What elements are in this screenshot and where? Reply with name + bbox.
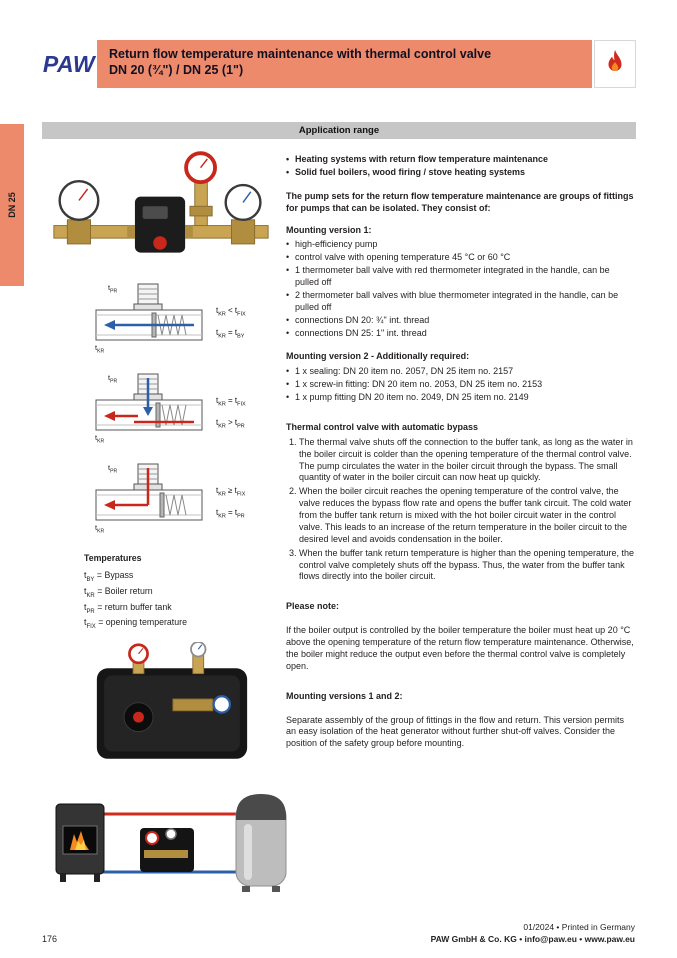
pump-group-photo [50, 150, 272, 278]
thermometer-icon [191, 642, 205, 656]
port-label-left: $t_{KR}$ [95, 523, 105, 535]
text-column [286, 154, 636, 760]
list-item: • high-efficiency pump [286, 239, 636, 251]
valve-state-row-1 [94, 282, 282, 364]
list-item: • connections DN 25: 1" int. thread [286, 328, 636, 340]
valve-diagram-1 [94, 282, 204, 364]
thermal-valve-steps [286, 437, 636, 584]
figures-column [42, 146, 282, 898]
port-label-top: $t_{PR}$ [108, 373, 118, 385]
solid-fuel-badge [594, 40, 636, 88]
paw-logo-text: PAW [42, 50, 96, 77]
insulated-pump-group-photo [86, 642, 258, 766]
list-item: • Heating systems with return flow temperature maintenance [286, 154, 636, 166]
list-item: • 1 x sealing: DN 20 item no. 2057, DN 25 item no. 2157 [286, 366, 636, 378]
footer-info [431, 922, 635, 946]
legend-item: $t_{KR}$ = Boiler return [84, 585, 153, 599]
valve-state-row-2 [94, 372, 282, 454]
mounting-v1-list [286, 239, 636, 339]
condition-text: $t_{KR} = t_{BY}$ [216, 328, 245, 340]
list-item: • Solid fuel boilers, wood firing / stove heating systems [286, 167, 636, 179]
condition-text: $t_{KR} > t_{PR}$ [216, 418, 245, 430]
thermometer-icon [60, 181, 99, 220]
state-conditions [216, 486, 245, 519]
condition-text: $t_{KR} \ge t_{FIX}$ [216, 486, 246, 498]
side-tab-label: DN 25 [7, 192, 18, 218]
please-note-text: If the boiler output is controlled by the boiler temperature the boiler must heat up 20 °C above the opening temperature of the return flow temperature maintenance. Otherwise, the boiler might reduce the output even before the thermal control valve is completely open. [286, 625, 634, 671]
legend-item: $t_{FIX}$ = opening temperature [84, 617, 187, 631]
port-label-left: $t_{KR}$ [95, 433, 105, 445]
valve-state-row-3 [94, 462, 282, 544]
flame-icon [602, 48, 628, 80]
highlight-list [286, 154, 636, 179]
mounting-v12-text: Separate assembly of the group of fittings in the flow and return. This version permits an easy isolation of the heat generator without further shut-off valves. Consider the position of the safety group before mounting. [286, 714, 625, 749]
list-item: • 1 x pump fitting DN 20 item no. 2049, DN 25 item no. 2149 [286, 392, 636, 404]
list-item: • 2 thermometer ball valves with blue thermometer integrated in the handle, can be pulled off [286, 290, 636, 314]
temperatures-title: Temperatures [84, 553, 142, 563]
state-conditions [216, 396, 246, 429]
section-header: Application range [42, 122, 636, 139]
step-item: 1. The thermal valve shuts off the connection to the buffer tank, as long as the water in the boiler circuit is colder than the opening temperature of the thermal control valve. The pump circulates the water in the boiler circuit through the bypass. The small quantity of water in the boiler circuit can now heat up quickly. [299, 437, 636, 485]
page-title-line1: Return flow temperature maintenance with thermal control valve [109, 47, 492, 61]
company-info: PAW GmbH & Co. KG • info@paw.eu • www.paw.eu [430, 934, 635, 945]
legend-item: $t_{BY}$ = Bypass [84, 570, 134, 583]
paw-logo [42, 40, 96, 88]
buffer-tank-cap [236, 794, 286, 820]
valve-diagram-3 [94, 462, 204, 544]
valve-diagram-2 [94, 372, 204, 454]
condition-text: $t_{KR} = t_{PR}$ [216, 508, 245, 520]
thermal-valve-title: Thermal control valve with automatic bypass [286, 421, 479, 432]
page-number: 176 [42, 934, 58, 944]
lead-paragraph: The pump sets for the return flow temperature maintenance are groups of fittings for pumps that can be isolated. They consist of: [286, 190, 634, 213]
mounting-v12-title: Mounting versions 1 and 2: [286, 690, 403, 701]
port-label-top: $t_{PR}$ [108, 463, 118, 475]
list-item: • 1 thermometer ball valve with red thermometer integrated in the handle, can be pulled off [286, 265, 636, 289]
mounting-v2-list [286, 366, 636, 404]
port-label-left: $t_{KR}$ [95, 343, 105, 355]
thermometer-icon [214, 696, 230, 712]
mounting-v2-title: Mounting version 2 - Additionally required: [286, 351, 470, 362]
installation-schematic [44, 776, 294, 898]
list-item: • control valve with opening temperature 45 °C or 60 °C [286, 252, 636, 264]
mounting-v1-title: Mounting version 1: [286, 224, 372, 235]
side-tab-dn25 [0, 124, 24, 286]
title-banner [97, 40, 592, 88]
temperatures-legend [84, 552, 282, 632]
print-info: 01/2024 • Printed in Germany [523, 922, 635, 933]
list-item: • connections DN 20: ¾" int. thread [286, 315, 636, 327]
step-item: 2. When the boiler circuit reaches the opening temperature of the control valve, the valve reduces the bypass flow rate and opens the buffer tank circuit. The cold water from the buffer tank return is mixed with the hot boiler circuit water in the control valve. This leads to an increase of the return temperature in the boiler circuit to the desired level and avoids condensation in the boiler. [299, 486, 636, 545]
legend-item: $t_{PR}$ = return buffer tank [84, 601, 172, 615]
step-item: 3. When the buffer tank return temperature is higher than the opening temperature, the control valve completely shuts off the bypass. Thus, the water from the buffer tank flows directly into the boiler circuit. [299, 548, 636, 584]
state-conditions [216, 306, 246, 339]
page-title-line2: DN 20 (¾") / DN 25 (1") [109, 62, 244, 77]
red-thermometer-icon [129, 645, 147, 663]
please-note-title: Please note: [286, 601, 340, 612]
condition-text: $t_{KR} < t_{FIX}$ [216, 306, 246, 318]
port-label-top: $t_{PR}$ [108, 283, 118, 295]
condition-text: $t_{KR} = t_{FIX}$ [216, 396, 246, 408]
list-item: • 1 x screw-in fitting: DN 20 item no. 2053, DN 25 item no. 2153 [286, 379, 636, 391]
